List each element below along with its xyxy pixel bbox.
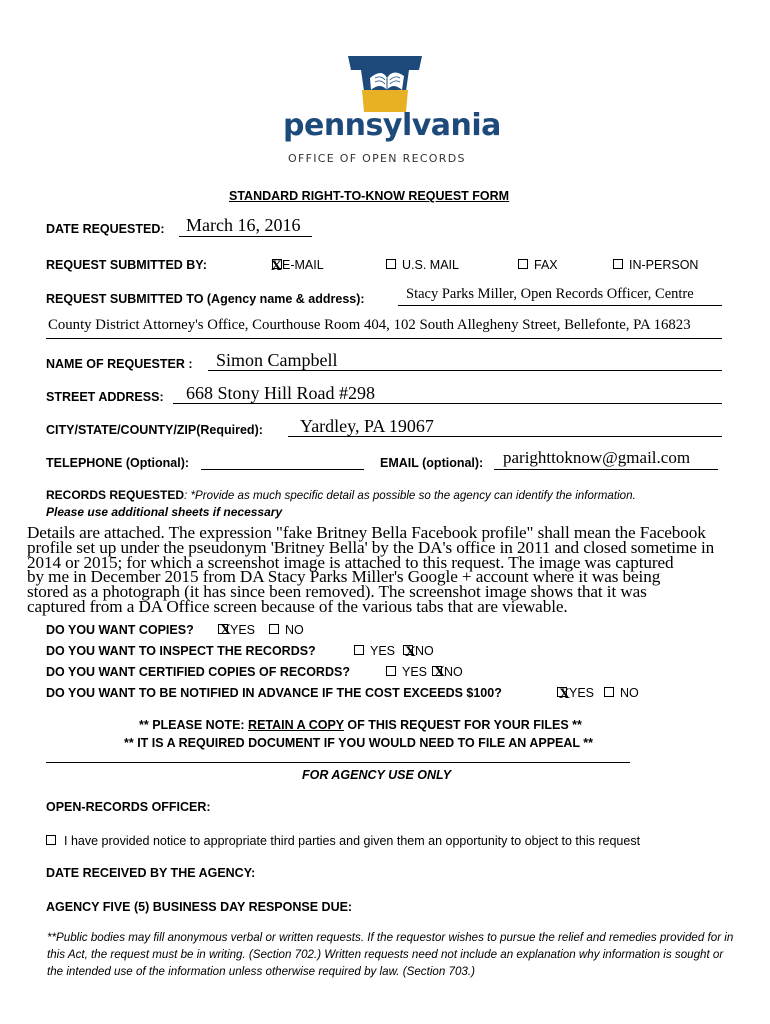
- records-text-line: Details are attached. The expression "fake Britney Bella Facebook profile" shall mean the Facebook: [27, 523, 706, 542]
- records-requested-text[interactable]: [27, 523, 747, 616]
- us-mail-checkbox[interactable]: [386, 259, 396, 269]
- records-requested-heading: [46, 488, 636, 502]
- inspect-yes-checkbox[interactable]: [354, 645, 364, 655]
- logo-office: OFFICE OF OPEN RECORDS: [288, 152, 466, 165]
- date-requested-label: DATE REQUESTED:: [46, 222, 165, 236]
- certified-yes-option[interactable]: [386, 665, 427, 679]
- us-mail-option-label: U.S. MAIL: [402, 258, 459, 272]
- logo-brand: pennsylvania: [283, 108, 501, 143]
- officer-label: OPEN-RECORDS OFFICER:: [46, 800, 211, 814]
- question-copies-label: DO YOU WANT COPIES?: [46, 623, 194, 637]
- records-requested-label: RECORDS REQUESTED: [46, 488, 185, 502]
- date-requested-line: [179, 236, 312, 237]
- inspect-no-check-mark: X: [405, 644, 416, 660]
- certified-no-label: NO: [444, 665, 463, 679]
- certified-yes-label: YES: [402, 665, 428, 679]
- notify-yes-check-mark: X: [559, 686, 570, 702]
- street-label: STREET ADDRESS:: [46, 390, 164, 404]
- records-text-line: profile set up under the pseudonym 'Britney Bella' by the DA's office in 2011 and closed sometime in: [27, 537, 715, 557]
- submitted-to-label: REQUEST SUBMITTED TO (Agency name & address):: [46, 292, 365, 306]
- submitted-to-field-1[interactable]: Stacy Parks Miller, Open Records Officer, Centre: [406, 286, 694, 302]
- street-field[interactable]: 668 Stony Hill Road #298: [186, 383, 376, 403]
- certified-yes-checkbox[interactable]: [386, 666, 396, 676]
- fax-checkbox[interactable]: [518, 259, 528, 269]
- submitted-by-label: REQUEST SUBMITTED BY:: [46, 258, 207, 272]
- email-label: EMAIL (optional):: [380, 456, 484, 470]
- in-person-checkbox[interactable]: [613, 259, 623, 269]
- notify-no-label: NO: [620, 686, 639, 700]
- copies-no-option[interactable]: [269, 623, 304, 637]
- telephone-line: [201, 469, 364, 470]
- name-field[interactable]: Simon Campbell: [216, 350, 338, 370]
- inspect-yes-option[interactable]: [354, 644, 395, 658]
- question-inspect: [46, 644, 316, 658]
- question-notify: [46, 686, 502, 700]
- submitted-to-line1: [398, 305, 722, 306]
- in-person-option-label: IN-PERSON: [629, 258, 699, 272]
- fax-option-label: FAX: [534, 258, 558, 272]
- records-text-line: stored as a photograph (it has since been removed). The screenshot image shows that it was: [27, 582, 647, 602]
- notify-no-option[interactable]: [604, 686, 639, 700]
- agency-use-heading: FOR AGENCY USE ONLY: [302, 768, 452, 782]
- notify-no-checkbox[interactable]: [604, 687, 614, 697]
- form-title: STANDARD RIGHT-TO-KNOW REQUEST FORM: [229, 189, 510, 203]
- telephone-label: TELEPHONE (Optional):: [46, 456, 190, 470]
- pennsylvania-keystone-logo: [340, 50, 430, 114]
- question-notify-label: DO YOU WANT TO BE NOTIFIED IN ADVANCE IF THE COST EXCEEDS $100?: [46, 686, 502, 700]
- records-requested-hint: : *Provide as much specific detail as possible so the agency can identify the information.: [184, 489, 636, 502]
- name-label: NAME OF REQUESTER :: [46, 357, 193, 371]
- records-text-line: 2014 or 2015; for which a screenshot image is attached to this request. The image was captured: [27, 552, 674, 572]
- email-check-mark: X: [271, 258, 282, 274]
- date-requested-field[interactable]: March 16, 2016: [186, 215, 301, 235]
- certified-no-check-mark: X: [434, 664, 445, 680]
- copies-no-label: NO: [285, 623, 304, 637]
- telephone-field[interactable]: [206, 450, 356, 468]
- city-label: CITY/STATE/COUNTY/ZIP(Required):: [46, 423, 263, 437]
- response-due-label: AGENCY FIVE (5) BUSINESS DAY RESPONSE DUE:: [46, 900, 353, 914]
- email-line: [494, 469, 718, 470]
- footnote: **Public bodies may fill anonymous verbal or written requests. If the requestor wishes to pursue the relief and remedies provided for in this Act, the request must be in writing. (Section 702.) Written requests need not include an explanation why information is sought or the intended use of the information unless otherwise required by law. (Section 703.): [47, 931, 734, 978]
- email-field[interactable]: parighttoknow@gmail.com: [503, 448, 691, 467]
- inspect-no-label: NO: [415, 644, 434, 658]
- records-text-line: captured from a DA Office screen because of the various tabs that are viewable.: [27, 596, 568, 616]
- submitted-to-line2: [46, 338, 722, 339]
- city-field[interactable]: Yardley, PA 19067: [300, 416, 434, 436]
- email-option-label: E-MAIL: [282, 258, 324, 272]
- option-us-mail[interactable]: [386, 258, 459, 272]
- records-requested-hint2: Please use additional sheets if necessary: [46, 505, 283, 519]
- agency-divider: [46, 762, 630, 763]
- appeal-note: ** IT IS A REQUIRED DOCUMENT IF YOU WOULD NEED TO FILE AN APPEAL **: [124, 736, 594, 750]
- notify-yes-label: YES: [569, 686, 595, 700]
- copies-no-checkbox[interactable]: [269, 624, 279, 634]
- option-fax[interactable]: [518, 258, 558, 272]
- third-party-notice[interactable]: [46, 834, 640, 848]
- date-received-label: DATE RECEIVED BY THE AGENCY:: [46, 866, 256, 880]
- question-inspect-label: DO YOU WANT TO INSPECT THE RECORDS?: [46, 644, 316, 658]
- question-copies: [46, 623, 194, 637]
- inspect-yes-label: YES: [370, 644, 396, 658]
- copies-yes-label: YES: [230, 623, 256, 637]
- retain-copy-note: [139, 718, 582, 732]
- third-party-notice-checkbox[interactable]: [46, 835, 56, 845]
- option-in-person[interactable]: [613, 258, 698, 272]
- copies-yes-check-mark: X: [220, 622, 231, 638]
- retain-copy-note-emphasis: RETAIN A COPY: [248, 718, 344, 732]
- retain-copy-note-suffix: OF THIS REQUEST FOR YOUR FILES **: [343, 718, 582, 732]
- retain-copy-note-prefix: ** PLEASE NOTE:: [139, 718, 249, 732]
- question-certified: [46, 665, 350, 679]
- submitted-to-field-2[interactable]: County District Attorney's Office, Courthouse Room 404, 102 South Allegheny Street, Bellefonte, PA 16823: [48, 317, 691, 333]
- question-certified-label: DO YOU WANT CERTIFIED COPIES OF RECORDS?: [46, 665, 350, 679]
- records-text-line: by me in December 2015 from DA Stacy Parks Miller's Google + account where it was being: [27, 567, 661, 587]
- third-party-notice-text: I have provided notice to appropriate third parties and given them an opportunity to object to this request: [64, 834, 641, 848]
